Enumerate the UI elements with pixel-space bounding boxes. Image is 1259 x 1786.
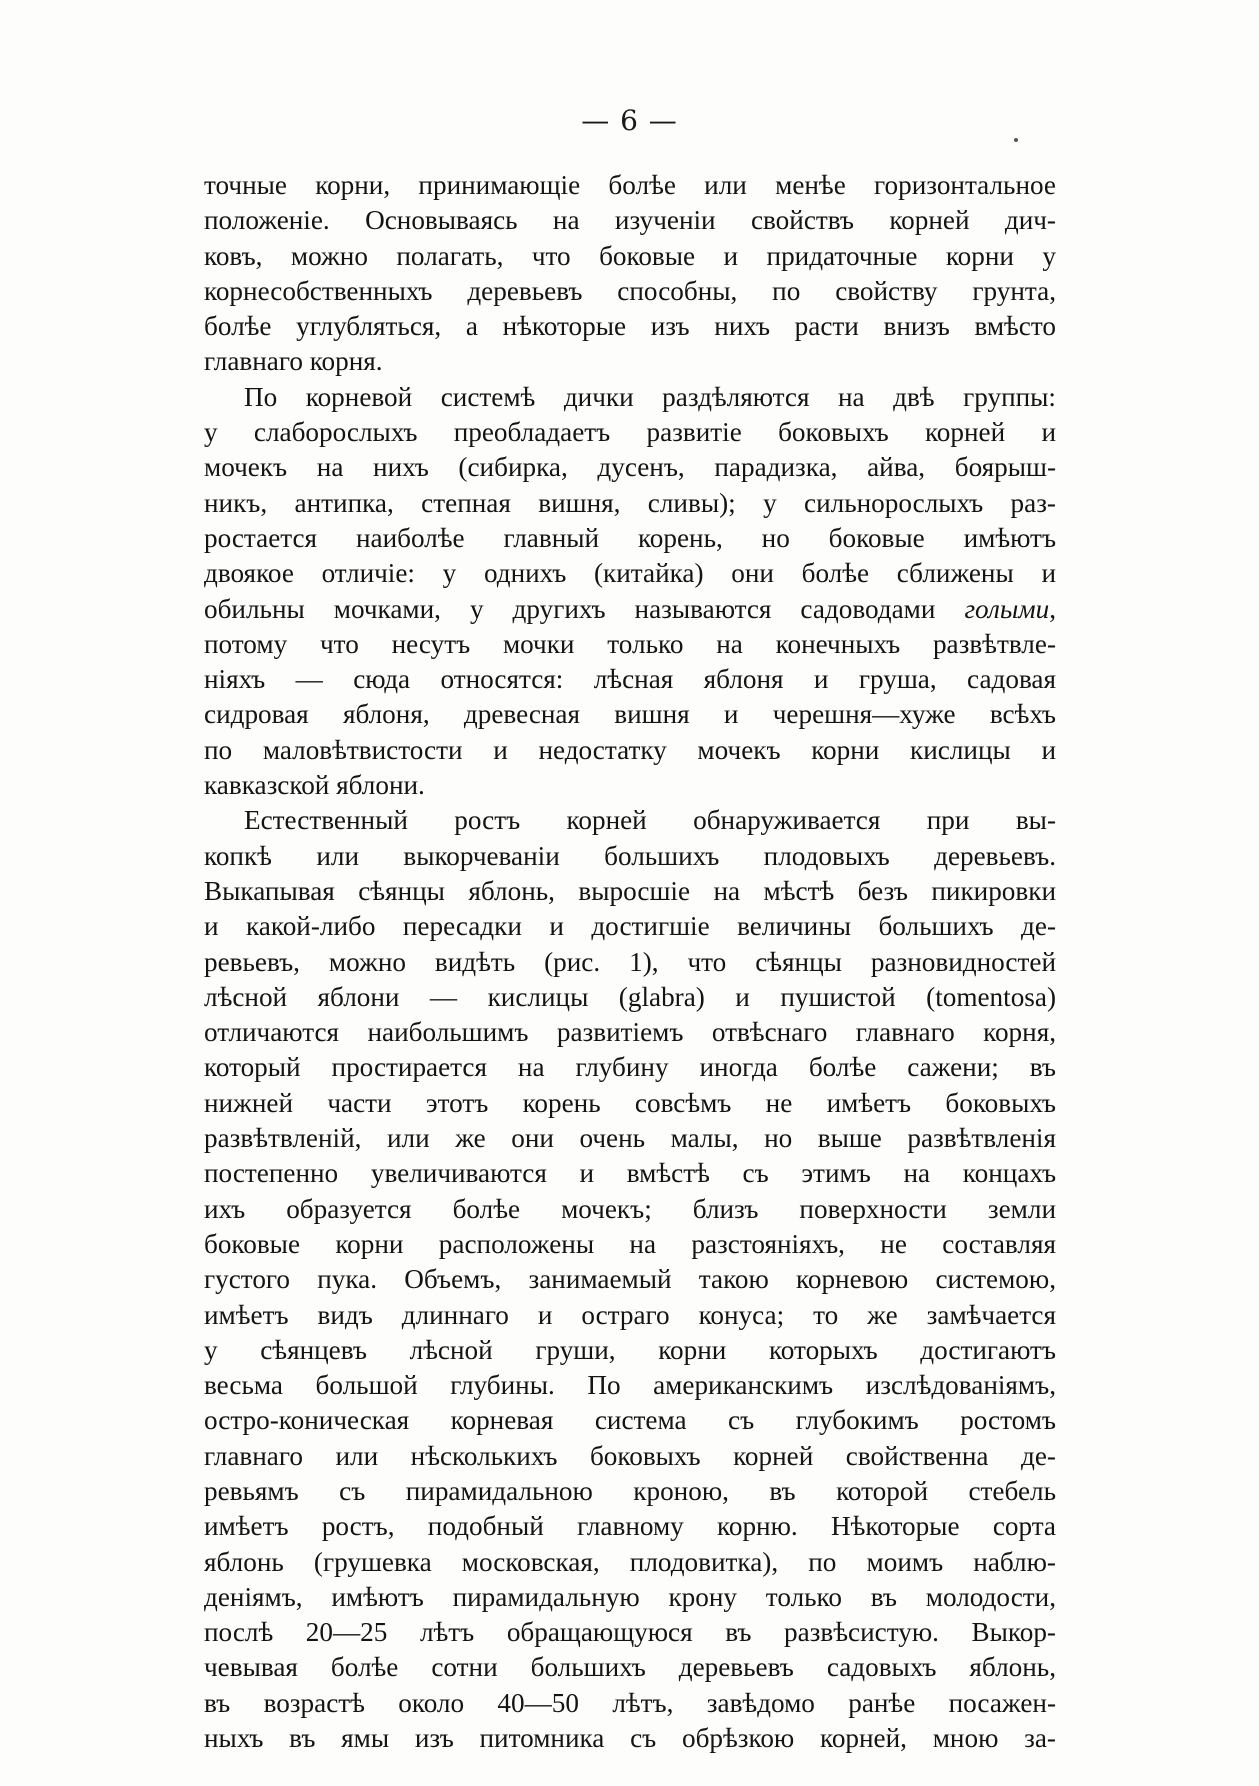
text-line: ростается наиболѣе главный корень, но боковые имѣютъ bbox=[204, 522, 1056, 553]
paragraph-1 bbox=[204, 168, 1056, 380]
text-line: ревьямъ съ пирамидальною кроною, въ которой стебель bbox=[204, 1475, 1056, 1506]
text-line: ковъ, можно полагать, что боковые и придаточные корни у bbox=[204, 240, 1056, 271]
text-line: развѣтвленій, или же они очень малы, но выше развѣтвленія bbox=[204, 1123, 1056, 1154]
text-line: послѣ 20—25 лѣтъ обращающуюся въ развѣсистую. Выкор- bbox=[204, 1617, 1056, 1648]
text-line: въ возрастѣ около 40—50 лѣтъ, завѣдомо ранѣе посажен- bbox=[204, 1687, 1056, 1718]
text-line: нижней части этотъ корень совсѣмъ не имѣетъ боковыхъ bbox=[204, 1087, 1056, 1118]
text-line: сидровая яблоня, древесная вишня и черешня—хуже всѣхъ bbox=[204, 699, 1056, 730]
text-line: по маловѣтвистости и недостатку мочекъ корни кислицы и bbox=[204, 734, 1056, 765]
text-line: яблонь (грушевка московская, плодовитка), по моимъ наблю- bbox=[204, 1546, 1056, 1577]
text-line: отличаются наибольшимъ развитіемъ отвѣснаго главнаго корня, bbox=[204, 1017, 1056, 1048]
text-line: густого пука. Объемъ, занимаемый такою корневою системою, bbox=[204, 1264, 1056, 1295]
paragraph-3 bbox=[204, 803, 1056, 1756]
text-line: двоякое отличіе: у однихъ (китайка) они болѣе сближены и bbox=[204, 558, 1056, 589]
text-line: потому что несутъ мочки только на конечныхъ развѣтвле- bbox=[204, 628, 1056, 659]
text-line: положеніе. Основываясь на изученіи свойствъ корней дич- bbox=[204, 205, 1056, 236]
text-line: деніямъ, имѣютъ пирамидальную крону только въ молодости, bbox=[204, 1581, 1056, 1612]
text-line: лѣсной яблони — кислицы (glabra) и пушистой (tomentosa) bbox=[204, 981, 1056, 1012]
page-number: — 6 — bbox=[581, 104, 678, 137]
text-line: у слаборослыхъ преобладаетъ развитіе боковыхъ корней и bbox=[204, 417, 1056, 448]
paragraph-2 bbox=[204, 380, 1056, 804]
text-line: Естественный ростъ корней обнаруживается при вы- bbox=[244, 805, 1056, 836]
text-line: имѣетъ ростъ, подобный главному корню. Нѣкоторые сорта bbox=[204, 1511, 1056, 1542]
text-line: По корневой системѣ дички раздѣляются на двѣ группы: bbox=[244, 381, 1056, 412]
text-line: никъ, антипка, степная вишня, сливы); у сильнорослыхъ раз- bbox=[204, 487, 1056, 518]
text-line: точные корни, принимающіе болѣе или менѣе горизонтальное bbox=[204, 170, 1056, 200]
text-line: главнаго или нѣсколькихъ боковыхъ корней свойственна де- bbox=[204, 1440, 1056, 1471]
text-line: обильны мочками, у другихъ называются садоводами голыми, bbox=[204, 593, 1056, 624]
text-line: болѣе углубляться, а нѣкоторые изъ нихъ расти внизъ вмѣсто bbox=[204, 311, 1056, 342]
text-line: Выкапывая сѣянцы яблонь, выросшіе на мѣстѣ безъ пикировки bbox=[204, 875, 1056, 906]
text-line: ревьевъ, можно видѣть (рис. 1), что сѣянцы разновидностей bbox=[204, 946, 1056, 977]
text-line: боковые корни расположены на разстояніяхъ, не составляя bbox=[204, 1228, 1056, 1259]
text-line: который простирается на глубину иногда болѣе сажени; въ bbox=[204, 1052, 1056, 1083]
text-line: у сѣянцевъ лѣсной груши, корни которыхъ достигаютъ bbox=[204, 1334, 1056, 1365]
text-line: имѣетъ видъ длиннаго и остраго конуса; то же замѣчается bbox=[204, 1299, 1056, 1330]
text-line: главнаго корня. bbox=[204, 346, 383, 377]
italic-term: голыми bbox=[964, 593, 1050, 624]
body-text bbox=[204, 168, 1056, 1756]
text-line: кавказской яблони. bbox=[204, 770, 425, 801]
text-line: и какой-либо пересадки и достигшіе величины большихъ де- bbox=[204, 911, 1056, 942]
text-line: постепенно увеличиваются и вмѣстѣ съ этимъ на концахъ bbox=[204, 1158, 1056, 1189]
text-line: копкѣ или выкорчеваніи большихъ плодовыхъ деревьевъ. bbox=[204, 840, 1056, 871]
text-line: мочекъ на нихъ (сибирка, дусенъ, парадизка, айва, боярыш- bbox=[204, 452, 1056, 483]
text-line: ихъ образуется болѣе мочекъ; близъ поверхности земли bbox=[204, 1193, 1056, 1224]
text-line: ніяхъ — сюда относятся: лѣсная яблоня и груша, садовая bbox=[204, 664, 1056, 695]
text-line: весьма большой глубины. По американскимъ изслѣдованіямъ, bbox=[204, 1370, 1056, 1401]
text-line: чевывая болѣе сотни большихъ деревьевъ садовыхъ яблонь, bbox=[204, 1652, 1056, 1683]
text-line: ныхъ въ ямы изъ питомника съ обрѣзкою корней, мною за- bbox=[204, 1723, 1056, 1754]
print-speck bbox=[1014, 138, 1018, 142]
text-line: остро-коническая корневая система съ глубокимъ ростомъ bbox=[204, 1405, 1056, 1436]
text-line: корнесобственныхъ деревьевъ способны, по свойству грунта, bbox=[204, 275, 1056, 306]
